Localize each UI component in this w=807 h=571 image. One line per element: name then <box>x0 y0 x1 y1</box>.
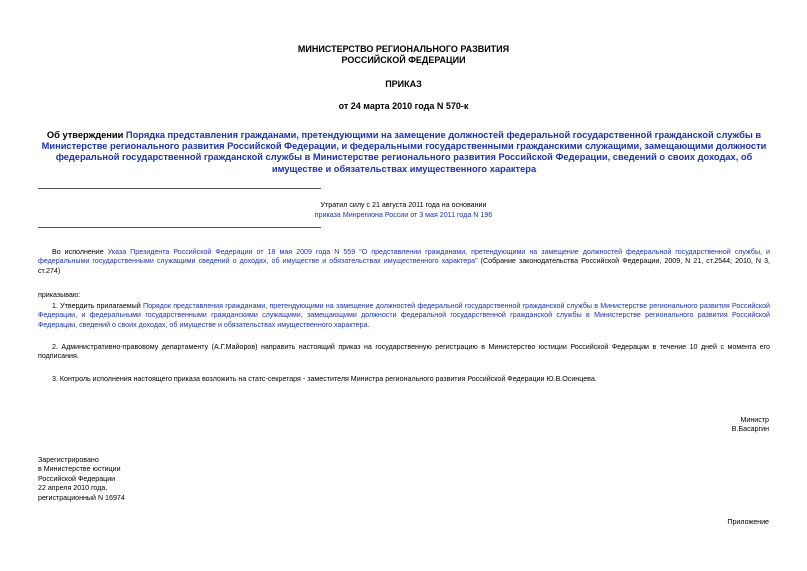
signature-block <box>732 416 769 435</box>
title-link[interactable]: Порядка представления гражданами, претендующими на замещение должностей федеральной государственной гражданской службы в Министерстве регионального развития Российской Федерации, и федеральными государственными гражданскими служащими, замещающими должности федеральной государственной гражданской службы в Министерстве регионального развития Российской Федерации, сведений о своих доходах, об имуществе и обязательствах имущественного характера <box>41 130 767 174</box>
document-title <box>34 130 774 175</box>
registration-line-3: Российской Федерации <box>38 474 116 483</box>
divider-top <box>38 188 321 189</box>
preamble-prefix: Во исполнение <box>52 248 108 256</box>
ministry-name <box>0 44 807 66</box>
decree-link[interactable]: Указа Президента Российской Федерации от 18 мая 2009 года N 559 "О представлении гражданами, претендующими на замещение должностей федеральной государственной службы, и федеральными государственными служащими сведений о доходах, об имуществе и обязательствах имущественного характера" <box>38 248 770 266</box>
preamble-suffix: (Собрание законодательства Российской Федерации, 2009, N 21, ст.2544; 2010, N 3, ст.274) <box>38 257 770 275</box>
signature-position: Министр <box>740 416 769 424</box>
status-line-1: Утратил силу с 21 августа 2011 года на основании <box>320 201 487 209</box>
preamble <box>38 248 770 276</box>
registration-line-5: регистрационный N 16974 <box>38 493 125 502</box>
item-2: 2. Административно-правовому департаменту (А.Г.Майоров) направить настоящий приказ на государственную регистрацию в Министерство юстиции Российской Федерации в течение 10 дней с момента его подписания. <box>38 343 770 361</box>
divider-bottom <box>38 227 321 228</box>
item-1 <box>38 302 770 330</box>
doc-type: ПРИКАЗ <box>385 79 422 89</box>
registration-line-4: 22 апреля 2010 года, <box>38 484 108 493</box>
signature-name: В.Басаргин <box>731 425 769 434</box>
registration-block <box>38 456 125 503</box>
ministry-line-1: МИНИСТЕРСТВО РЕГИОНАЛЬНОГО РАЗВИТИЯ <box>297 44 510 54</box>
item-1-prefix: 1. Утвердить прилагаемый <box>52 302 143 310</box>
doc-date: от 24 марта 2010 года N 570-к <box>338 101 469 111</box>
registration-line-1: Зарегистрировано <box>38 456 99 464</box>
appendix-label: Приложение <box>727 518 769 526</box>
ministry-line-2: РОССИЙСКОЙ ФЕДЕРАЦИИ <box>341 55 466 65</box>
status-link[interactable]: приказа Минрегиона России от 3 мая 2011 года N 196 <box>314 211 493 219</box>
order-word: приказываю: <box>38 291 81 299</box>
title-prefix: Об утверждении <box>46 130 126 140</box>
item-3: 3. Контроль исполнения настоящего приказа возложить на статс-секретаря - заместителя Министра регионального развития Российской Федерации Ю.В.Осинцева. <box>52 375 597 383</box>
registration-line-2: в Министерстве юстиции <box>38 465 121 474</box>
procedure-link[interactable]: Порядок представления гражданами, претендующими на замещение должностей федеральной государственной гражданской службы в Министерстве регионального развития Российской Федерации, и федеральными государственными гражданскими служащими, замещающими должности федеральной государственной гражданской службы в Министерстве регионального развития Российской Федерации, сведений о своих доходах, об имуществе и обязательствах имущественного характера. <box>38 302 771 329</box>
